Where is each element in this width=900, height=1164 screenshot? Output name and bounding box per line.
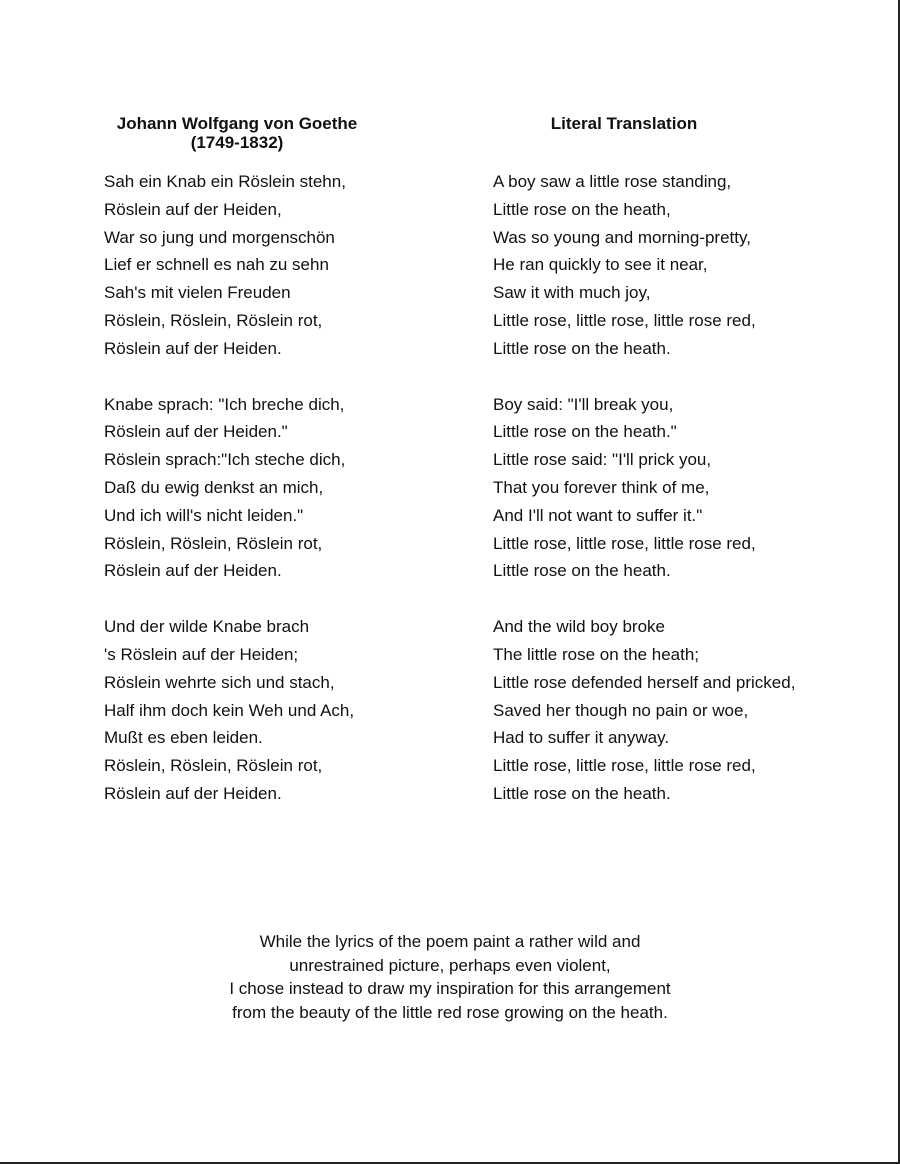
translation-line: Little rose on the heath. (493, 338, 671, 358)
poem-line: Röslein auf der Heiden, (104, 199, 282, 219)
translation-line: Saw it with much joy, (493, 283, 651, 303)
translation-line: That you forever think of me, (493, 477, 710, 497)
translation-line: Saved her though no pain or woe, (493, 700, 749, 720)
translation-stanza-2 (493, 391, 873, 586)
poem-line: War so jung und morgenschön (104, 227, 335, 247)
note-line: While the lyrics of the poem paint a rather wild and (259, 932, 641, 951)
poem-line: Röslein, Röslein, Röslein rot, (104, 310, 323, 330)
poem-line: Und ich will's nicht leiden." (104, 505, 304, 525)
german-stanza-1 (104, 168, 404, 363)
translation-line: And I'll not want to suffer it." (493, 505, 703, 525)
note-line: from the beauty of the little red rose growing on the heath. (232, 1002, 668, 1022)
arrangement-note (100, 930, 800, 1024)
translation-line: And the wild boy broke (493, 617, 665, 637)
poem-line: Half ihm doch kein Weh und Ach, (104, 700, 355, 720)
german-poem-column (104, 114, 404, 836)
translation-line: Was so young and morning-pretty, (493, 227, 751, 247)
poem-line: Daß du ewig denkst an mich, (104, 477, 324, 497)
translation-line: Little rose, little rose, little rose red, (493, 310, 756, 330)
poem-line: Knabe sprach: "Ich breche dich, (104, 394, 345, 414)
translation-stanza-1 (493, 168, 873, 363)
poem-line: Und der wilde Knabe brach (104, 617, 310, 637)
author-dates: (1749-1832) (190, 133, 284, 152)
translation-line: Little rose on the heath. (493, 561, 671, 581)
poem-line: Lief er schnell es nah zu sehn (104, 255, 329, 275)
translation-line: Little rose said: "I'll prick you, (493, 450, 712, 470)
translation-line: Little rose on the heath." (493, 422, 677, 442)
poem-line: Sah's mit vielen Freuden (104, 283, 291, 303)
translation-line: Had to suffer it anyway. (493, 728, 670, 748)
german-stanza-2 (104, 391, 404, 586)
poem-line: Röslein, Röslein, Röslein rot, (104, 533, 323, 553)
poem-line: Röslein auf der Heiden. (104, 338, 282, 358)
note-line: unrestrained picture, perhaps even violent, (289, 955, 611, 975)
translation-line: He ran quickly to see it near, (493, 255, 708, 275)
translation-line: The little rose on the heath; (493, 644, 700, 664)
poem-line: Röslein auf der Heiden. (104, 561, 282, 581)
poem-line: Röslein, Röslein, Röslein rot, (104, 756, 323, 776)
author-heading (104, 114, 370, 168)
poem-line: 's Röslein auf der Heiden; (104, 644, 299, 664)
author-name: Johann Wolfgang von Goethe (116, 114, 358, 133)
poem-line: Röslein wehrte sich und stach, (104, 672, 335, 692)
translation-title: Literal Translation (550, 114, 698, 133)
poem-line: Röslein sprach:"Ich steche dich, (104, 450, 346, 470)
translation-column (493, 114, 873, 836)
translation-heading (493, 114, 755, 168)
translation-line: Little rose on the heath. (493, 783, 671, 803)
poem-line: Mußt es eben leiden. (104, 728, 263, 748)
translation-line: Little rose, little rose, little rose red, (493, 533, 756, 553)
german-stanza-3 (104, 613, 404, 808)
note-line: I chose instead to draw my inspiration for this arrangement (229, 979, 671, 998)
translation-line: A boy saw a little rose standing, (493, 172, 732, 191)
translation-line: Little rose, little rose, little rose red, (493, 756, 756, 776)
poem-line: Röslein auf der Heiden." (104, 422, 288, 442)
translation-line: Boy said: "I'll break you, (493, 394, 674, 414)
translation-line: Little rose on the heath, (493, 199, 671, 219)
poem-line: Röslein auf der Heiden. (104, 783, 282, 803)
poem-line: Sah ein Knab ein Röslein stehn, (104, 172, 346, 191)
translation-stanza-3 (493, 613, 873, 808)
translation-line: Little rose defended herself and pricked, (493, 672, 796, 692)
